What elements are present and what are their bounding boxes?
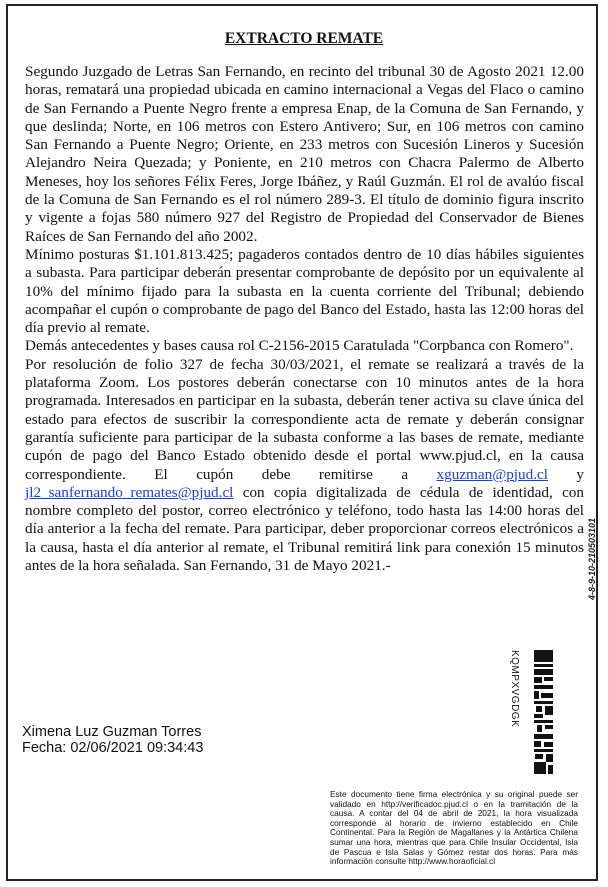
side-code xyxy=(587,490,599,600)
document-title: EXTRACTO REMATE xyxy=(224,30,384,47)
electronic-signature-notice: Este documento tiene firma electrónica y su original puede ser validado en http://verificadoc.pjud.cl o en la tramitación de la causa. A contar del 04 de abril de 2021, la hora visualizada corresponde al horario de invierno establecido en Chile Continental. Para la Región de Magallanes y la Antártica Chilena sumar una hora, mientras que para Chile Insular Occidental, Isla de Pascua e Isla Salas y Gómez restar dos horas. Para más información consulte http://www.horaoficial.cl xyxy=(330,789,578,867)
signer-block xyxy=(22,724,203,756)
paragraph-property: Segundo Juzgado de Letras San Fernando, en recinto del tribunal 30 de Agosto 2021 12.00 horas, rematará una propiedad ubicada en camino internacional a Vegas del Flaco o camino de San Fernando a Puente Negro frente a empresa Enap, de la Comuna de San Fernando, y que deslinda; Norte, en 106 metros con Estero Antivero; Sur, en 106 metros con camino San Fernando a Puente Negro; Oriente, en 233 metros con Sucesión Lineros y Sucesión Alejandro Neira Quezada; y Poniente, en 210 metros con Chacra Palermo de Alberto Meneses, hoy los señores Félix Feres, Jorge Ibáñez, y Raúl Guzmán. El rol de avalúo fiscal de la Comuna de San Fernando es el rol número 289-3. El título de dominio figura inscrito y vigente a fojas 580 número 927 del Registro de Propiedad del Conservador de Bienes Raíces de San Fernando del año 2002. xyxy=(25,63,584,245)
paragraph-case-info: Demás antecedentes y bases causa rol C-2156-2015 Caratulada "Corpbanca con Romero". xyxy=(25,337,574,355)
paragraph-minimum-bid: Mínimo posturas $1.101.813.425; pagaderos contados dentro de 10 días hábiles siguientes a subasta. Para participar deberán presentar comprobante de depósito por un equivalente al 10% del mínimo fijado para la subasta en la cuenta corriente del Tribunal; debiendo acompañar el cupón o comprobante de pago del Banco del Estado, hasta las 12:00 horas del día previo al remate. xyxy=(25,245,584,337)
verification-code xyxy=(509,650,534,772)
side-code-text: 4-8-9-10-210503101 xyxy=(587,517,597,600)
signature-date: Fecha: 02/06/2021 09:34:43 xyxy=(22,740,204,756)
email-link-xguzman[interactable]: xguzman@pjud.cl xyxy=(436,465,548,483)
zoom-text-and: y xyxy=(547,465,585,483)
paragraph-zoom-procedure xyxy=(25,356,584,576)
zoom-text-end: con copia digitalizada de cédula de identidad, con nombre completo del postor, correo electrónico y teléfono, todo hasta las 14:00 horas del día anterior a la fecha del remate. Para participar, deber proporcionar correos electrónicos a la causa, hasta el día anterior al remate, el Tribunal remitirá link para conexión 15 minutos antes de la hora señalada. San Fernando, 31 de Mayo 2021.- xyxy=(25,483,584,575)
email-link-remates[interactable]: jl2_sanfernando_remates@pjud.cl xyxy=(25,483,234,501)
verification-code-text: KQMPXVGDGK xyxy=(509,650,520,728)
zoom-text-start: Por resolución de folio 327 de fecha 30/03/2021, el remate se realizará a través de la plataforma Zoom. Los postores deberán conectarse con 10 minutos antes de la hora programada. Interesados en participar en la subasta, deberán tener activa su clave única del estado para efectos de suscribir la correspondiente acta de remate y deberán consignar garantía suficiente para participar de la subasta conforme a las bases de remate, mediante cupón de pago del Banco Estado obtenido desde el portal www.pjud.cl, en la causa correspondiente. El cupón debe remitirse a xyxy=(25,355,584,483)
document-body xyxy=(25,63,584,575)
signer-name: Ximena Luz Guzman Torres xyxy=(22,724,202,740)
